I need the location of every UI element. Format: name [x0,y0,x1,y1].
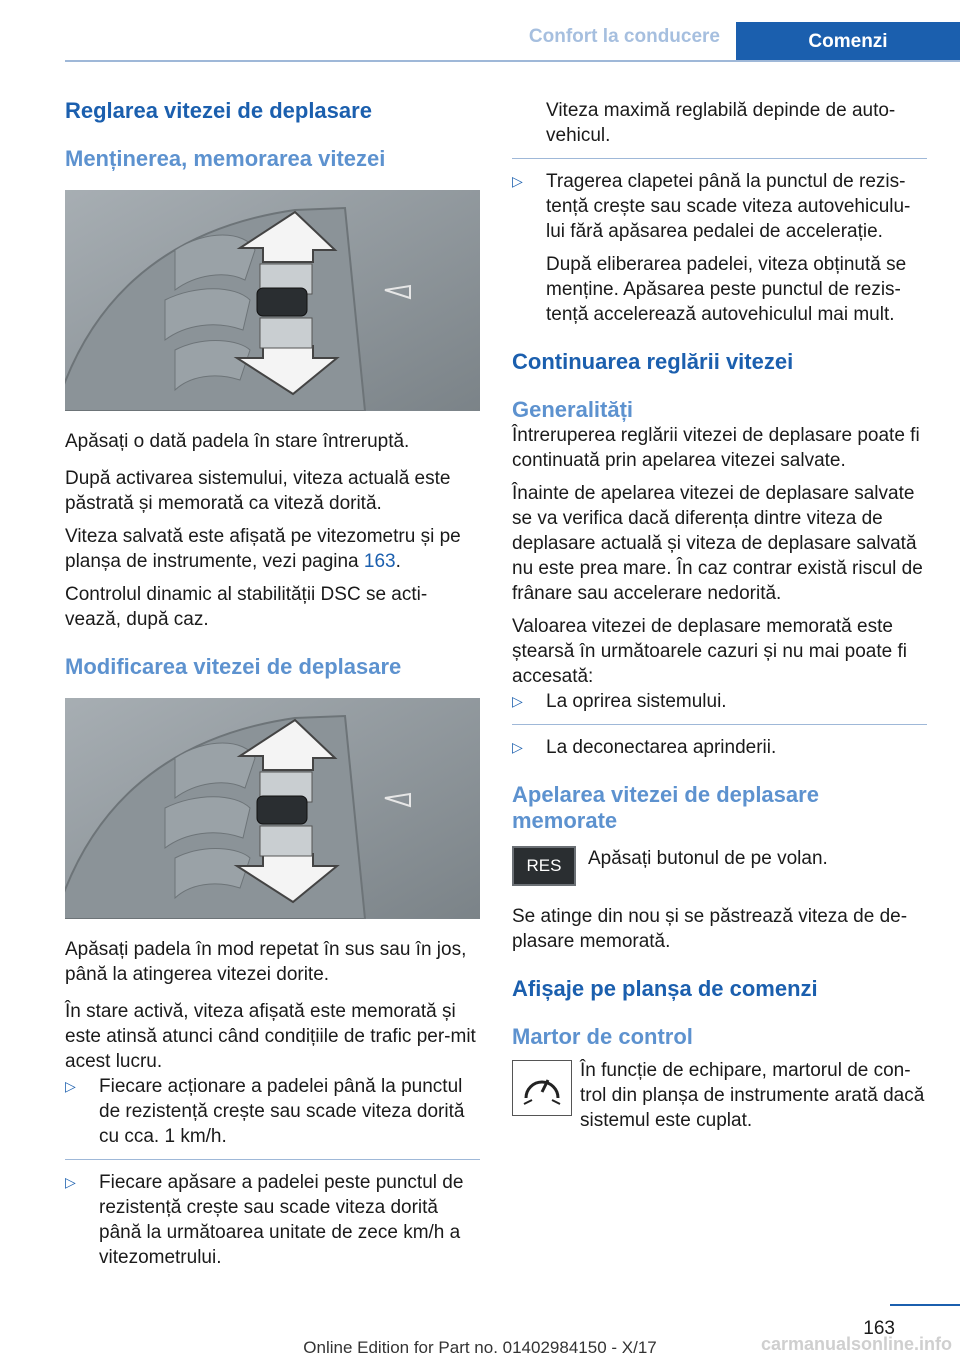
paragraph: În stare activă, viteza afișată este memorată și este atinsă atunci când condițiile de trafic per-mit acest lucru. [65,1001,476,1072]
paragraph: Valoarea vitezei de deplasare memorată este ștearsă în următoarele cazuri și nu mai poate fi accesată: [512,616,907,687]
list-item: După eliberarea padelei, viteza obținută se menține. Apăsarea peste punctul de rezis-tență accelerează autovehiculul mai mult. [546,254,907,325]
steering-wheel-illustration [65,698,480,919]
bullet-list-continued [512,98,927,327]
paragraph: Apăsați padela în mod repetat în sus sau în jos, până la atingerea vitezei dorite. [65,939,467,985]
triangle-bullet-icon: ▷ [512,693,523,709]
paragraph: Apăsați butonul de pe volan. [588,848,828,869]
list-item: ▷ Fiecare acționare a padelei până la punctul de rezistență crește sau scade viteza dorită cu cca. 1 km/h. [65,1076,465,1147]
list-item: ▷ La deconectarea aprinderii. [512,737,777,758]
paragraph: După activarea sistemului, viteza actuală este păstrată și memorată ca viteză dorită. [65,468,451,514]
divider [512,158,927,159]
page-link[interactable]: 163 [363,551,396,572]
triangle-bullet-icon: ▷ [65,1078,76,1094]
footer-rule [890,1304,960,1306]
paragraph: Apăsați o dată padela în stare întreruptă. [65,431,410,452]
paragraph: Controlul dinamic al stabilității DSC se acti-vează, după caz. [65,584,428,630]
edition-note: Online Edition for Part no. 01402984150 - X/17 [303,1338,657,1357]
bullet-list [65,1074,480,1270]
res-button-icon: RES [512,846,576,886]
triangle-bullet-icon: ▷ [65,1174,76,1190]
section-title: Reglarea vitezei de deplasare [65,98,372,123]
subsection-title-indicator: Martor de control [512,1024,693,1049]
res-instruction [512,846,927,886]
indicator-instruction [512,1058,927,1133]
list-item: ▷ Fiecare apăsare a padelei peste punctul de rezistență crește sau scade viteza dorită până la următoarea unitate de zece km/h a vitezometrului. [65,1172,464,1268]
header-rule [65,60,960,62]
subsection-title-recall: Apelarea vitezei de deplasare memorate [512,782,819,833]
header-section: Confort la conducere [528,26,720,47]
list-item: ▷ Tragerea clapetei până la punctul de rezis-tență crește sau scade viteza autovehiculu-lui fără apăsarea pedalei de accelerație. [512,171,911,242]
list-item: ▷ La oprirea sistemului. [512,691,727,712]
subsection-title-change: Modificarea vitezei de deplasare [65,654,402,679]
watermark: carmanualsonline.info [760,1334,952,1354]
section-title: Continuarea reglării vitezei [512,349,794,374]
list-item: Viteza maximă reglabilă depinde de auto-vehicul. [546,100,896,146]
subsection-title-general: Generalități [512,397,634,422]
divider [512,724,927,725]
page-number: 163 [863,1318,895,1339]
paragraph: În funcție de echipare, martorul de con-trol din planșa de instrumente arată dacă sistemul este cuplat. [580,1060,925,1131]
triangle-bullet-icon: ▷ [512,739,523,755]
paragraph: Se atinge din nou și se păstrează viteza de de-plasare memorată. [512,906,908,952]
right-column [512,98,927,1133]
left-column [65,98,480,1270]
paragraph: Înainte de apelarea vitezei de deplasare salvate se va verifica dacă diferența dintre viteza de deplasare actuală și viteza de deplasare salvată nu este prea mare. În caz contrar există riscul de frânare sau accelerare nedorită. [512,483,923,604]
divider [65,1159,480,1160]
section-title: Afișaje pe planșa de comenzi [512,976,818,1001]
subsection-title-hold: Menținerea, memorarea vitezei [65,146,386,171]
speedometer-icon [512,1060,572,1116]
steering-wheel-figure-1 [65,190,480,411]
triangle-bullet-icon: ▷ [512,173,523,189]
steering-wheel-illustration [65,190,480,411]
steering-wheel-figure-2 [65,698,480,919]
paragraph: Întreruperea reglării vitezei de deplasare poate fi continuată prin apelarea vitezei salvate. [512,425,920,471]
bullet-list [512,689,927,760]
header-tab: Comenzi [736,22,960,62]
paragraph: Viteza salvată este afișată pe vitezometru și pe planșa de instrumente, vezi pagina 163. [65,526,461,572]
